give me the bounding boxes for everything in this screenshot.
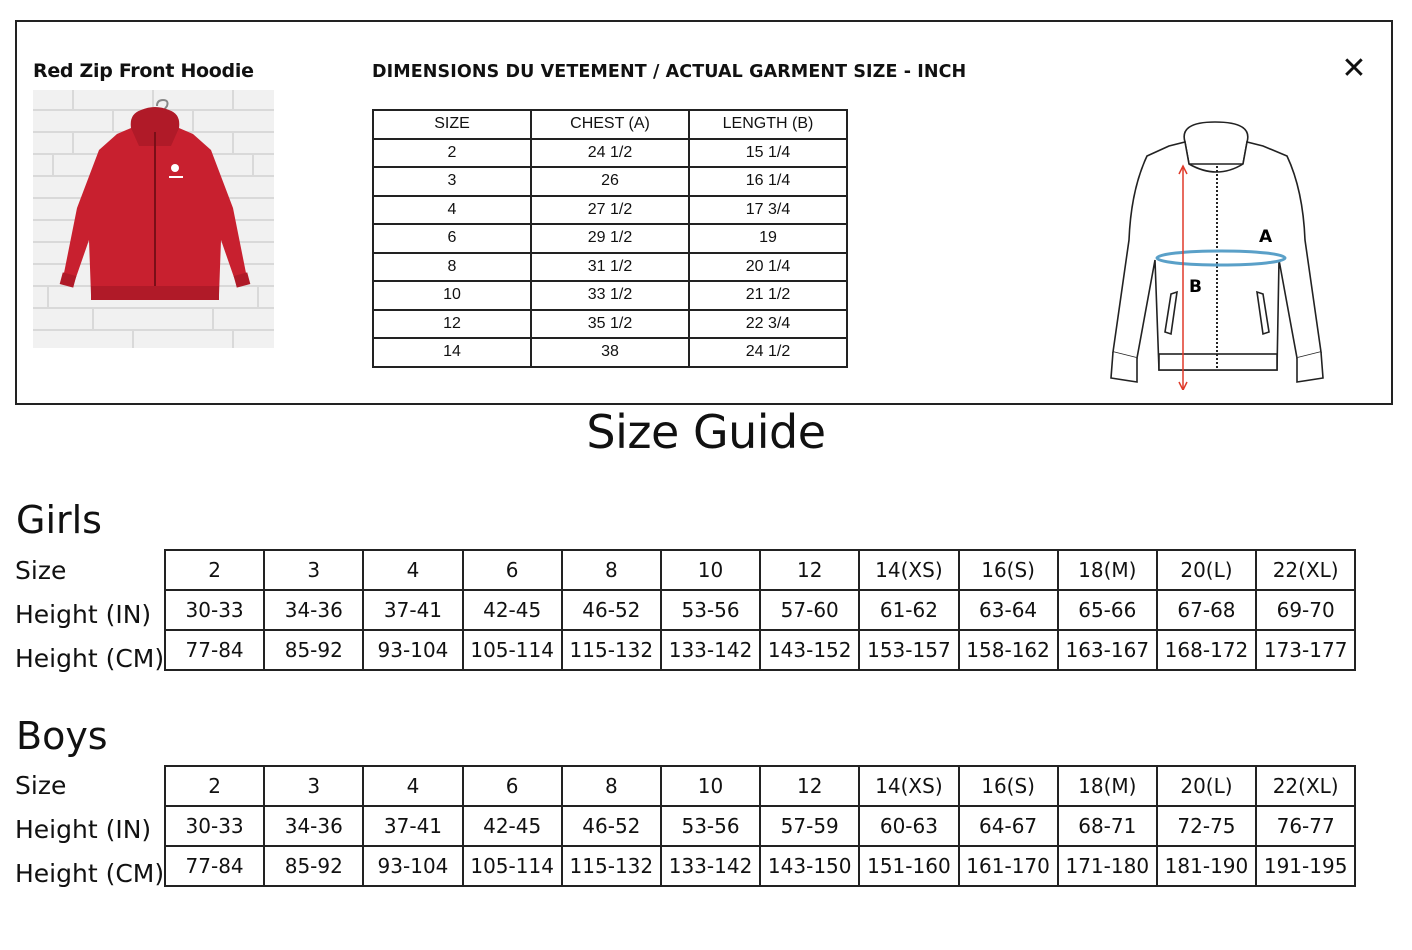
table-cell: 21 1/2 [689, 281, 847, 310]
table-cell: 85-92 [264, 630, 363, 670]
table-cell: 10 [373, 281, 531, 310]
table-cell: 18(M) [1058, 766, 1157, 806]
table-cell: 27 1/2 [531, 196, 689, 225]
table-cell: 77-84 [165, 630, 264, 670]
table-cell: 15 1/4 [689, 139, 847, 168]
garment-dimensions-table [372, 109, 848, 368]
garment-diagram [1107, 120, 1327, 390]
table-cell: 18(M) [1058, 550, 1157, 590]
table-cell: 46-52 [562, 806, 661, 846]
table-cell: 46-52 [562, 590, 661, 630]
table-cell: 16(S) [959, 550, 1058, 590]
table-cell: 19 [689, 224, 847, 253]
table-cell: 35 1/2 [531, 310, 689, 339]
table-cell: 4 [373, 196, 531, 225]
table-cell: 20(L) [1157, 766, 1256, 806]
table-cell: 53-56 [661, 590, 760, 630]
table-cell: 2 [373, 139, 531, 168]
product-title: Red Zip Front Hoodie [33, 60, 254, 82]
table-cell: 105-114 [463, 846, 562, 886]
table-cell: 12 [760, 550, 859, 590]
table-cell: 64-67 [959, 806, 1058, 846]
table-cell: 29 1/2 [531, 224, 689, 253]
table-header: CHEST (A) [531, 110, 689, 139]
table-cell: 30-33 [165, 590, 264, 630]
table-cell: 10 [661, 766, 760, 806]
table-row [373, 338, 847, 367]
girls-size-row [165, 550, 1355, 590]
length-label-b: B [1189, 277, 1202, 297]
table-header: LENGTH (B) [689, 110, 847, 139]
table-cell: 34-36 [264, 590, 363, 630]
table-cell: 163-167 [1058, 630, 1157, 670]
table-cell: 65-66 [1058, 590, 1157, 630]
table-header: SIZE [373, 110, 531, 139]
table-cell: 22(XL) [1256, 550, 1355, 590]
table-cell: 68-71 [1058, 806, 1157, 846]
table-cell: 8 [562, 766, 661, 806]
row-label-height-cm: Height (CM) [15, 859, 165, 888]
boys-size-row [165, 766, 1355, 806]
table-cell: 22 3/4 [689, 310, 847, 339]
table-cell: 6 [463, 766, 562, 806]
table-cell: 168-172 [1157, 630, 1256, 670]
table-cell: 16 1/4 [689, 167, 847, 196]
table-cell: 34-36 [264, 806, 363, 846]
table-cell: 3 [264, 766, 363, 806]
table-cell: 69-70 [1256, 590, 1355, 630]
table-row [373, 253, 847, 282]
table-cell: 115-132 [562, 630, 661, 670]
table-row [373, 224, 847, 253]
table-cell: 76-77 [1256, 806, 1355, 846]
table-cell: 14(XS) [859, 550, 958, 590]
table-cell: 115-132 [562, 846, 661, 886]
size-guide-title: Size Guide [586, 405, 826, 459]
table-cell: 12 [373, 310, 531, 339]
girls-height-cm-row [165, 630, 1355, 670]
table-cell: 22(XL) [1256, 766, 1355, 806]
table-cell: 30-33 [165, 806, 264, 846]
table-cell: 4 [363, 550, 462, 590]
table-cell: 3 [264, 550, 363, 590]
table-cell: 133-142 [661, 846, 760, 886]
table-cell: 24 1/2 [531, 139, 689, 168]
table-cell: 20 1/4 [689, 253, 847, 282]
close-icon[interactable]: ✕ [1341, 51, 1367, 86]
table-cell: 143-150 [760, 846, 859, 886]
table-cell: 93-104 [363, 846, 462, 886]
table-cell: 42-45 [463, 590, 562, 630]
table-cell: 31 1/2 [531, 253, 689, 282]
table-cell: 153-157 [859, 630, 958, 670]
table-row [373, 281, 847, 310]
table-cell: 24 1/2 [689, 338, 847, 367]
table-header-row [373, 110, 847, 139]
chest-label-a: A [1259, 227, 1273, 247]
table-cell: 10 [661, 550, 760, 590]
girls-height-in-row [165, 590, 1355, 630]
table-cell: 17 3/4 [689, 196, 847, 225]
row-label-height-in: Height (IN) [15, 600, 152, 629]
table-cell: 60-63 [859, 806, 958, 846]
table-cell: 57-59 [760, 806, 859, 846]
table-row [373, 196, 847, 225]
table-cell: 37-41 [363, 806, 462, 846]
table-cell: 61-62 [859, 590, 958, 630]
table-cell: 3 [373, 167, 531, 196]
table-cell: 20(L) [1157, 550, 1256, 590]
table-cell: 38 [531, 338, 689, 367]
table-cell: 151-160 [859, 846, 958, 886]
table-cell: 72-75 [1157, 806, 1256, 846]
table-cell: 37-41 [363, 590, 462, 630]
table-cell: 161-170 [959, 846, 1058, 886]
girls-heading: Girls [16, 498, 102, 542]
table-cell: 6 [373, 224, 531, 253]
row-label-height-in: Height (IN) [15, 815, 152, 844]
girls-size-table [164, 549, 1356, 671]
table-cell: 14 [373, 338, 531, 367]
table-cell: 2 [165, 766, 264, 806]
table-cell: 77-84 [165, 846, 264, 886]
table-cell: 53-56 [661, 806, 760, 846]
table-cell: 93-104 [363, 630, 462, 670]
table-row [373, 310, 847, 339]
table-cell: 26 [531, 167, 689, 196]
row-label-size: Size [15, 771, 67, 800]
boys-size-table [164, 765, 1356, 887]
table-cell: 4 [363, 766, 462, 806]
table-cell: 133-142 [661, 630, 760, 670]
table-cell: 8 [562, 550, 661, 590]
table-cell: 16(S) [959, 766, 1058, 806]
table-cell: 191-195 [1256, 846, 1355, 886]
table-cell: 12 [760, 766, 859, 806]
table-cell: 85-92 [264, 846, 363, 886]
table-cell: 63-64 [959, 590, 1058, 630]
table-cell: 57-60 [760, 590, 859, 630]
table-row [373, 167, 847, 196]
table-cell: 2 [165, 550, 264, 590]
dimensions-title: DIMENSIONS DU VETEMENT / ACTUAL GARMENT SIZE - INCH [372, 62, 967, 82]
table-cell: 67-68 [1157, 590, 1256, 630]
table-cell: 6 [463, 550, 562, 590]
table-cell: 171-180 [1058, 846, 1157, 886]
table-cell: 143-152 [760, 630, 859, 670]
product-card [15, 20, 1393, 405]
table-cell: 14(XS) [859, 766, 958, 806]
table-row [373, 139, 847, 168]
table-cell: 105-114 [463, 630, 562, 670]
boys-heading: Boys [16, 714, 108, 758]
boys-height-cm-row [165, 846, 1355, 886]
red-hoodie-photo [33, 90, 274, 348]
row-label-height-cm: Height (CM) [15, 644, 165, 673]
table-cell: 158-162 [959, 630, 1058, 670]
table-cell: 33 1/2 [531, 281, 689, 310]
table-cell: 42-45 [463, 806, 562, 846]
boys-height-in-row [165, 806, 1355, 846]
table-cell: 8 [373, 253, 531, 282]
table-cell: 173-177 [1256, 630, 1355, 670]
table-cell: 181-190 [1157, 846, 1256, 886]
row-label-size: Size [15, 556, 67, 585]
